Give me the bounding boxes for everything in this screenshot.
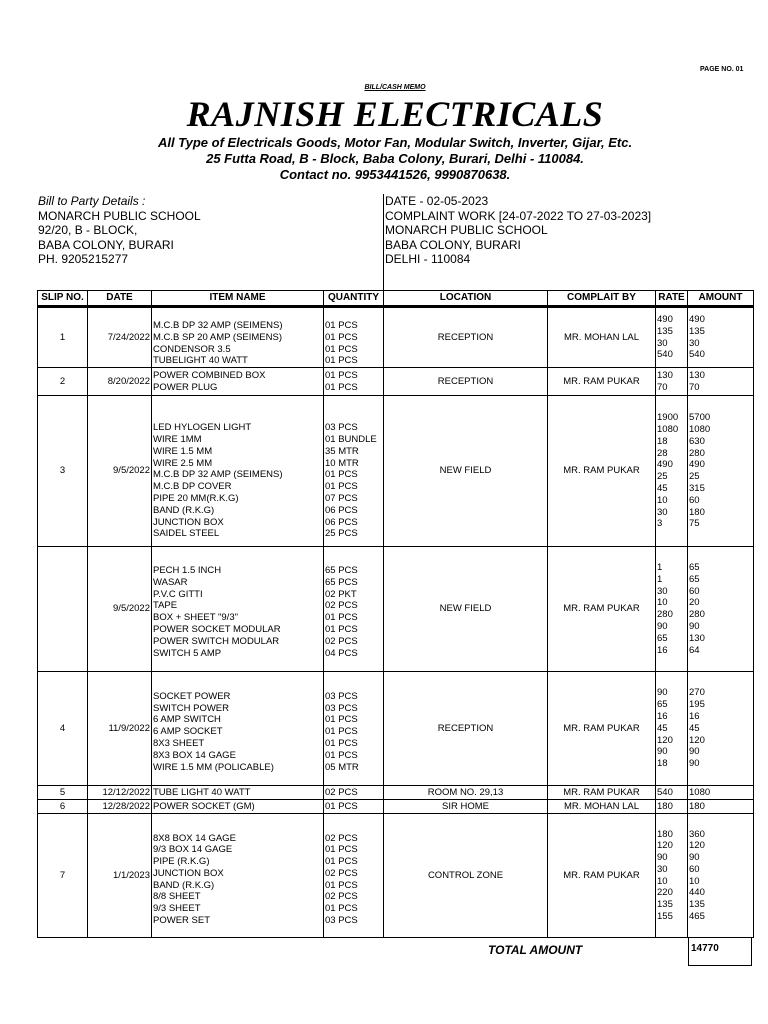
page-number: PAGE NO. 01	[700, 66, 744, 73]
item-name-cell-line: SAIDEL STEEL	[153, 528, 220, 540]
amount-cell-line: 90	[689, 746, 700, 758]
bill-to-heading: Bill to Party Details :	[38, 194, 146, 208]
amount-cell-line: 64	[689, 644, 700, 656]
date-cell: 12/28/2022	[88, 800, 152, 814]
quantity-cell-line: 01 PCS	[325, 469, 358, 481]
info-school: MONARCH PUBLIC SCHOOL	[385, 223, 548, 238]
item-name-cell-line: 8X8 BOX 14 GAGE	[153, 832, 236, 844]
amount-cell-line: 195	[689, 699, 705, 711]
memo-title: BILL/CASH MEMO	[364, 84, 426, 91]
rate-cell-line: 180	[657, 828, 673, 840]
quantity-cell-line: 01 PCS	[325, 355, 358, 367]
rate-cell-line: 30	[657, 506, 668, 518]
table-row	[38, 307, 754, 368]
quantity-cell	[324, 368, 384, 396]
quantity-cell-line: 05 MTR	[325, 761, 359, 773]
item-name-cell-line: TUBE LIGHT 40 WATT	[153, 786, 251, 798]
col-slip-no: SLIP NO.	[38, 291, 88, 307]
rate-cell-line: 10	[657, 597, 668, 609]
info-city: DELHI - 110084	[385, 252, 471, 267]
item-name-cell-line: SWITCH 5 AMP	[153, 647, 222, 659]
amount-cell	[688, 396, 754, 547]
item-name-cell-line: TUBELIGHT 40 WATT	[153, 355, 248, 367]
quantity-cell-line: 01 PCS	[325, 800, 358, 812]
table-row	[38, 396, 754, 547]
item-name-cell-line: M.C.B DP 32 AMP (SEIMENS)	[153, 469, 283, 481]
rate-cell-line: 10	[657, 875, 668, 887]
quantity-cell-line: 01 PCS	[325, 369, 358, 381]
rate-cell-line: 1	[657, 573, 663, 585]
amount-cell-line: 490	[689, 314, 705, 325]
amount-cell-line: 130	[689, 369, 705, 381]
item-name-cell-line: PIPE 20 MM(R.K.G)	[153, 492, 239, 504]
quantity-cell	[324, 814, 384, 938]
complaint-by-cell: MR. RAM PUKAR	[548, 672, 656, 786]
info-address: BABA COLONY, BURARI	[385, 237, 521, 252]
quantity-cell-line: 01 PCS	[325, 844, 358, 856]
rate-cell-line: 540	[657, 349, 673, 361]
amount-cell-line: 25	[689, 471, 700, 483]
item-name-cell-line: M.C.B DP COVER	[153, 481, 232, 493]
col-item-name: ITEM NAME	[152, 291, 324, 307]
quantity-cell-line: 65 PCS	[325, 576, 358, 588]
quantity-cell-line: 65 PCS	[325, 565, 358, 576]
quantity-cell	[324, 307, 384, 368]
table-row	[38, 547, 754, 672]
date-cell: 1/1/2023	[88, 814, 152, 938]
location-cell: NEW FIELD	[384, 547, 548, 672]
amount-cell-line: 280	[689, 609, 705, 621]
quantity-cell	[324, 672, 384, 786]
amount-cell-line: 630	[689, 435, 705, 447]
rate-cell-line: 1900	[657, 412, 679, 424]
table-row	[38, 368, 754, 396]
col-amount: AMOUNT	[688, 291, 754, 307]
amount-cell-line: 360	[689, 828, 705, 840]
rate-cell	[656, 547, 688, 672]
location-cell: SIR HOME	[384, 800, 548, 814]
col-location: LOCATION	[384, 291, 548, 307]
rate-cell	[656, 786, 688, 800]
amount-cell-line: 135	[689, 899, 705, 911]
amount-cell	[688, 672, 754, 786]
amount-cell-line: 65	[689, 573, 700, 585]
complaint-by-cell: MR. RAM PUKAR	[548, 368, 656, 396]
date-cell: 12/12/2022	[88, 786, 152, 800]
rate-cell-line: 180	[657, 800, 673, 812]
total-amount-label: TOTAL AMOUNT	[488, 943, 583, 957]
company-address: 25 Futta Road, B - Block, Baba Colony, Burari, Delhi - 110084.	[206, 151, 584, 166]
item-name-cell-line: M.C.B DP 32 AMP (SEIMENS)	[153, 320, 283, 331]
item-name-cell-line: POWER COMBINED BOX	[153, 369, 266, 381]
amount-cell	[688, 786, 754, 800]
rate-cell-line: 1080	[657, 424, 679, 435]
item-name-cell-line: LED HYLOGEN LIGHT	[153, 422, 252, 434]
rate-cell-line: 18	[657, 758, 668, 770]
amount-cell-line: 90	[689, 852, 700, 864]
item-name-cell-line: 8X3 BOX 14 GAGE	[153, 749, 236, 761]
amount-cell-line: 90	[689, 758, 700, 770]
amount-cell-line: 440	[689, 887, 705, 899]
company-contact: Contact no. 9953441526, 9990870638.	[279, 167, 511, 182]
item-name-cell-line: M.C.B SP 20 AMP (SEIMENS)	[153, 331, 282, 343]
table-row	[38, 814, 754, 938]
item-name-cell	[152, 786, 324, 800]
quantity-cell-line: 01 PCS	[325, 481, 358, 493]
rate-cell-line: 490	[657, 459, 673, 471]
quantity-cell-line: 03 PCS	[325, 915, 358, 927]
rate-cell-line: 490	[657, 314, 673, 325]
date-cell: 8/20/2022	[88, 368, 152, 396]
quantity-cell-line: 10 MTR	[325, 457, 359, 469]
amount-cell-line: 270	[689, 687, 705, 699]
rate-cell-line: 28	[657, 447, 668, 459]
rate-cell-line: 135	[657, 325, 673, 337]
amount-cell-line: 90	[689, 620, 700, 632]
item-name-cell-line: POWER SWITCH MODULAR	[153, 635, 280, 647]
amount-cell-line: 75	[689, 518, 700, 530]
amount-cell	[688, 368, 754, 396]
item-name-cell-line: POWER SOCKET (GM)	[153, 800, 255, 812]
quantity-cell-line: 03 PCS	[325, 702, 358, 714]
amount-cell	[688, 814, 754, 938]
slip-no-cell: 5	[38, 786, 88, 800]
slip-no-cell: 2	[38, 368, 88, 396]
quantity-cell-line: 06 PCS	[325, 504, 358, 516]
item-name-cell	[152, 368, 324, 396]
quantity-cell-line: 35 MTR	[325, 445, 359, 457]
quantity-cell-line: 02 PCS	[325, 635, 358, 647]
location-cell: NEW FIELD	[384, 396, 548, 547]
quantity-cell-line: 01 PCS	[325, 381, 358, 393]
amount-cell-line: 1080	[689, 424, 711, 435]
rate-cell-line: 90	[657, 620, 668, 632]
slip-no-cell: 4	[38, 672, 88, 786]
col-rate: RATE	[656, 291, 688, 307]
table-row	[38, 786, 754, 800]
amount-cell-line: 30	[689, 337, 700, 349]
quantity-cell-line: 01 PCS	[325, 623, 358, 635]
item-name-cell-line: BAND (R.K.G)	[153, 504, 215, 516]
quantity-cell-line: 01 PCS	[325, 879, 358, 891]
company-name: RAJNISH ELECTRICALS	[186, 94, 604, 134]
quantity-cell-line: 01 PCS	[325, 331, 358, 343]
amount-cell-line: 16	[689, 710, 700, 722]
quantity-cell-line: 01 PCS	[325, 612, 358, 624]
item-name-cell	[152, 396, 324, 547]
rate-cell-line: 155	[657, 911, 673, 923]
amount-cell-line: 490	[689, 459, 705, 471]
bill-table	[37, 290, 754, 938]
amount-cell-line: 1080	[689, 786, 711, 798]
item-name-cell-line: BAND (R.K.G)	[153, 879, 215, 891]
header-divider	[383, 194, 384, 290]
quantity-cell-line: 02 PCS	[325, 786, 358, 798]
amount-cell-line: 120	[689, 734, 705, 746]
amount-cell	[688, 800, 754, 814]
rate-cell-line: 65	[657, 699, 668, 711]
item-name-cell-line: POWER SET	[153, 915, 211, 927]
quantity-cell	[324, 786, 384, 800]
quantity-cell-line: 01 PCS	[325, 749, 358, 761]
rate-cell-line: 30	[657, 337, 668, 349]
rate-cell-line: 135	[657, 899, 673, 911]
amount-cell-line: 180	[689, 800, 705, 812]
amount-cell-line: 65	[689, 562, 700, 573]
item-name-cell-line: P.V.C GITTI	[153, 588, 203, 600]
rate-cell-line: 70	[657, 381, 668, 393]
item-name-cell-line: WIRE 1MM	[153, 434, 202, 445]
item-name-cell-line: 9/3 BOX 14 GAGE	[153, 844, 233, 856]
col-date: DATE	[88, 291, 152, 307]
amount-cell-line: 45	[689, 722, 700, 734]
amount-cell-line: 20	[689, 597, 700, 609]
amount-cell-line: 60	[689, 863, 700, 875]
amount-cell-line: 180	[689, 506, 705, 518]
location-cell: RECEPTION	[384, 307, 548, 368]
quantity-cell	[324, 800, 384, 814]
quantity-cell-line: 01 PCS	[325, 343, 358, 355]
quantity-cell-line: 01 PCS	[325, 726, 358, 738]
slip-no-cell	[38, 547, 88, 672]
table-row	[38, 672, 754, 786]
item-name-cell-line: WIRE 1.5 MM (POLICABLE)	[153, 761, 274, 773]
amount-cell-line: 280	[689, 447, 705, 459]
rate-cell-line: 45	[657, 722, 668, 734]
amount-cell-line: 315	[689, 482, 705, 494]
location-cell: ROOM NO. 29,13	[384, 786, 548, 800]
rate-cell	[656, 368, 688, 396]
item-name-cell-line: SOCKET POWER	[153, 690, 231, 702]
rate-cell	[656, 814, 688, 938]
item-name-cell-line: WIRE 2.5 MM	[153, 457, 213, 469]
item-name-cell-line: PIPE (R.K.G)	[153, 856, 210, 868]
item-name-cell-line: 8/8 SHEET	[153, 891, 201, 903]
rate-cell	[656, 396, 688, 547]
rate-cell-line: 10	[657, 494, 668, 506]
item-name-cell	[152, 814, 324, 938]
rate-cell-line: 540	[657, 786, 673, 798]
rate-cell-line: 16	[657, 644, 668, 656]
complaint-by-cell: MR. MOHAN LAL	[548, 307, 656, 368]
complaint-by-cell: MR. RAM PUKAR	[548, 814, 656, 938]
rate-cell-line: 25	[657, 471, 668, 483]
quantity-cell-line: 01 BUNDLE	[325, 434, 377, 445]
quantity-cell-line: 02 PCS	[325, 891, 358, 903]
rate-cell-line: 90	[657, 687, 668, 699]
rate-cell	[656, 307, 688, 368]
amount-cell-line: 130	[689, 632, 705, 644]
item-name-cell	[152, 672, 324, 786]
item-name-cell-line: PECH 1.5 INCH	[153, 565, 222, 576]
rate-cell-line: 90	[657, 852, 668, 864]
col-complaint-by: COMPLAIT BY	[548, 291, 656, 307]
complaint-by-cell: MR. MOHAN LAL	[548, 800, 656, 814]
amount-cell-line: 135	[689, 325, 705, 337]
amount-cell-line: 10	[689, 875, 700, 887]
bill-to-address-2: BABA COLONY, BURARI	[38, 237, 174, 252]
col-quantity: QUANTITY	[324, 291, 384, 307]
date-cell: 9/5/2022	[88, 547, 152, 672]
amount-cell	[688, 307, 754, 368]
complaint-by-cell: MR. RAM PUKAR	[548, 396, 656, 547]
item-name-cell-line: 6 AMP SWITCH	[153, 714, 221, 726]
date-cell: 7/24/2022	[88, 307, 152, 368]
bill-table-body	[38, 307, 754, 938]
item-name-cell	[152, 547, 324, 672]
rate-cell-line: 30	[657, 585, 668, 597]
bill-to-phone: PH. 9205215277	[38, 252, 129, 267]
amount-cell-line: 60	[689, 585, 700, 597]
amount-cell-line: 120	[689, 840, 705, 852]
quantity-cell-line: 03 PCS	[325, 422, 358, 434]
rate-cell	[656, 800, 688, 814]
rate-cell-line: 3	[657, 518, 663, 530]
bill-to-details	[38, 194, 201, 267]
quantity-cell-line: 04 PCS	[325, 647, 358, 659]
table-header-row	[38, 291, 754, 307]
quantity-cell-line: 01 PCS	[325, 903, 358, 915]
quantity-cell-line: 02 PCS	[325, 600, 358, 612]
item-name-cell-line: BOX + SHEET "9/3"	[153, 612, 238, 624]
slip-no-cell: 3	[38, 396, 88, 547]
item-name-cell	[152, 307, 324, 368]
bill-info	[385, 194, 651, 267]
item-name-cell-line: WIRE 1.5 MM	[153, 445, 213, 457]
rate-cell-line: 120	[657, 734, 673, 746]
quantity-cell	[324, 547, 384, 672]
amount-cell-line: 540	[689, 349, 705, 361]
bill-to-name: MONARCH PUBLIC SCHOOL	[38, 208, 201, 223]
quantity-cell-line: 25 PCS	[325, 528, 358, 540]
amount-cell-line: 5700	[689, 412, 711, 424]
item-name-cell-line: JUNCTION BOX	[153, 867, 224, 879]
item-name-cell-line: CONDENSOR 3.5	[153, 343, 231, 355]
item-name-cell-line: POWER SOCKET MODULAR	[153, 623, 281, 635]
quantity-cell-line: 02 PCS	[325, 832, 358, 844]
item-name-cell	[152, 800, 324, 814]
item-name-cell-line: 6 AMP SOCKET	[153, 726, 223, 738]
rate-cell-line: 30	[657, 863, 668, 875]
rate-cell-line: 130	[657, 369, 673, 381]
complaint-by-cell: MR. RAM PUKAR	[548, 547, 656, 672]
rate-cell-line: 120	[657, 840, 673, 852]
item-name-cell-line: JUNCTION BOX	[153, 516, 224, 528]
quantity-cell-line: 01 PCS	[325, 320, 358, 331]
quantity-cell	[324, 396, 384, 547]
company-tagline: All Type of Electricals Goods, Motor Fan, Modular Switch, Inverter, Gijar, Etc.	[157, 135, 633, 150]
complaint-work-period: COMPLAINT WORK [24-07-2022 TO 27-03-2023]	[385, 208, 652, 223]
item-name-cell-line: 9/3 SHEET	[153, 903, 201, 915]
amount-cell-line: 70	[689, 381, 700, 393]
item-name-cell-line: POWER PLUG	[153, 381, 218, 393]
quantity-cell-line: 03 PCS	[325, 690, 358, 702]
complaint-by-cell: MR. RAM PUKAR	[548, 786, 656, 800]
quantity-cell-line: 02 PCS	[325, 867, 358, 879]
slip-no-cell: 1	[38, 307, 88, 368]
amount-cell	[688, 547, 754, 672]
bill-date: DATE - 02-05-2023	[385, 194, 489, 208]
rate-cell-line: 16	[657, 710, 668, 722]
amount-cell-line: 60	[689, 494, 700, 506]
rate-cell-line: 1	[657, 562, 663, 573]
rate-cell-line: 18	[657, 435, 668, 447]
location-cell: RECEPTION	[384, 368, 548, 396]
rate-cell-line: 45	[657, 482, 668, 494]
quantity-cell-line: 01 PCS	[325, 714, 358, 726]
item-name-cell-line: TAPE	[153, 600, 178, 612]
slip-no-cell: 6	[38, 800, 88, 814]
location-cell: RECEPTION	[384, 672, 548, 786]
location-cell: CONTROL ZONE	[384, 814, 548, 938]
bill-to-address-1: 92/20, B - BLOCK,	[38, 223, 138, 238]
item-name-cell-line: SWITCH POWER	[153, 702, 229, 714]
rate-cell-line: 90	[657, 746, 668, 758]
amount-cell-line: 465	[689, 911, 705, 923]
rate-cell-line: 280	[657, 609, 673, 621]
date-cell: 9/5/2022	[88, 396, 152, 547]
total-amount-value: 14770	[688, 937, 752, 966]
quantity-cell-line: 07 PCS	[325, 492, 358, 504]
quantity-cell-line: 02 PKT	[325, 588, 357, 600]
slip-no-cell: 7	[38, 814, 88, 938]
item-name-cell-line: WASAR	[153, 576, 188, 588]
quantity-cell-line: 01 PCS	[325, 738, 358, 750]
table-row	[38, 800, 754, 814]
date-cell: 11/9/2022	[88, 672, 152, 786]
rate-cell-line: 220	[657, 887, 673, 899]
quantity-cell-line: 06 PCS	[325, 516, 358, 528]
quantity-cell-line: 01 PCS	[325, 856, 358, 868]
rate-cell-line: 65	[657, 632, 668, 644]
rate-cell	[656, 672, 688, 786]
item-name-cell-line: 8X3 SHEET	[153, 738, 205, 750]
